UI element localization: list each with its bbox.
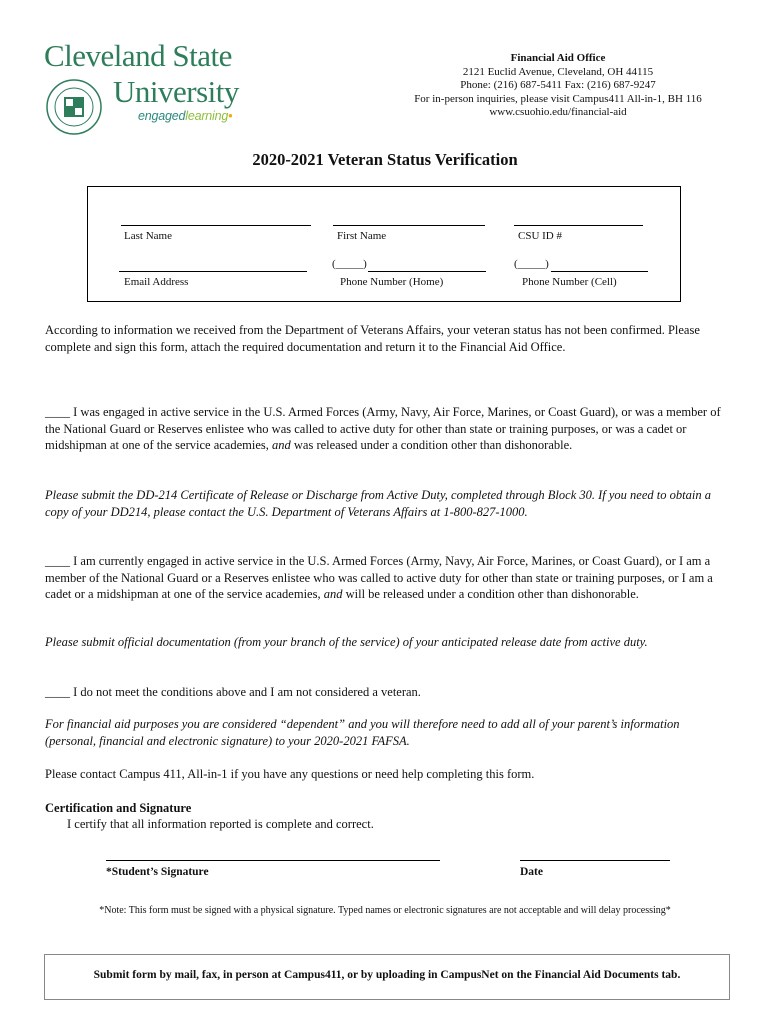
university-seal-icon xyxy=(45,78,103,136)
certification-heading: Certification and Signature xyxy=(45,801,192,815)
option1-instruction: Please submit the DD-214 Certificate of Release or Discharge from Active Duty, completed through Block 30. If you need to obtain a copy of your DD214, please contact the U.S. Department of Veterans Affairs at 1-800-827-1000. xyxy=(45,488,711,519)
option2-checkbox-blank[interactable]: ____ xyxy=(45,554,70,568)
office-website: www.csuohio.edu/financial-aid xyxy=(489,106,627,118)
first-name-line[interactable] xyxy=(333,225,485,226)
option1-checkbox-blank[interactable]: ____ xyxy=(45,405,70,419)
phone-home-prefix: (_____) xyxy=(332,258,367,270)
option3-checkbox-blank[interactable]: ____ xyxy=(45,685,70,699)
phone-cell-line[interactable] xyxy=(551,271,648,272)
option2-paragraph: ____ I am currently engaged in active service in the U.S. Armed Forces (Army, Navy, Air Force, Marines, or Coast Guard), or I am a member of the National Guard or a Reserves enlistee who was called to active duty for other than state or training purposes, or I am a cadet or a midshipman at one of the service academies, and will be released under a condition other than dishonorable. xyxy=(45,554,713,601)
phone-cell-label: Phone Number (Cell) xyxy=(522,276,617,288)
logo-wordmark-line1: Cleveland State xyxy=(44,38,232,73)
signature-line[interactable] xyxy=(106,860,440,861)
office-address: 2121 Euclid Avenue, Cleveland, OH 44115 xyxy=(462,65,654,78)
first-name-label: First Name xyxy=(337,230,387,242)
form-title: 2020-2021 Veteran Status Verification xyxy=(252,150,518,169)
option1-paragraph: ____ I was engaged in active service in the U.S. Armed Forces (Army, Navy, Air Force, Marines, or Coast Guard), or was a member of the National Guard or Reserves enlistee who was called to active duty for other than state or training purposes, or was a cadet or midshipman at one of the service academies, and was released under a condition other than dishonorable. xyxy=(45,405,721,452)
option3-paragraph: ____ I do not meet the conditions above and I am not considered a veteran. xyxy=(45,685,421,699)
csu-id-label: CSU ID # xyxy=(518,230,563,242)
office-inperson: For in-person inquiries, please visit Campus411 All-in-1, BH 116 xyxy=(414,92,702,105)
student-info-box xyxy=(87,186,681,302)
office-name: Financial Aid Office xyxy=(510,52,606,64)
office-contact-block xyxy=(398,52,718,120)
csu-id-line[interactable] xyxy=(514,225,643,226)
option3-instruction: For financial aid purposes you are considered “dependent” and you will therefore need to add all of your parent’s information (personal, financial and electronic signature) to your 2020-2021 FAFSA. xyxy=(45,717,680,748)
submission-instructions: Submit form by mail, fax, in person at Campus411, or by uploading in CampusNet on the Financial Aid Documents tab. xyxy=(93,969,681,981)
email-label: Email Address xyxy=(124,276,189,288)
email-line[interactable] xyxy=(119,271,307,272)
logo-tagline: engagedlearning• xyxy=(138,109,233,123)
last-name-label: Last Name xyxy=(124,230,172,242)
contact-paragraph: Please contact Campus 411, All-in-1 if you have any questions or need help completing this form. xyxy=(45,767,535,781)
phone-cell-prefix: (_____) xyxy=(514,258,549,270)
signature-label: *Student’s Signature xyxy=(106,866,209,878)
submission-instructions-box xyxy=(44,954,730,1000)
intro-paragraph: According to information we received from the Department of Veterans Affairs, your veteran status has not been confirmed. Please complete and sign this form, attach the required documentation and return it to the Financial Aid Office. xyxy=(45,323,700,354)
office-phone-fax: Phone: (216) 687-5411 Fax: (216) 687-9247 xyxy=(460,79,656,91)
certification-statement: I certify that all information reported is complete and correct. xyxy=(67,817,374,831)
logo-wordmark-line2: University xyxy=(113,74,239,109)
last-name-line[interactable] xyxy=(121,225,311,226)
signature-note: *Note: This form must be signed with a physical signature. Typed names or electronic signatures are not acceptable and will delay processing* xyxy=(99,905,671,916)
phone-home-label: Phone Number (Home) xyxy=(340,276,444,288)
date-label: Date xyxy=(520,866,543,878)
date-line[interactable] xyxy=(520,860,670,861)
option2-instruction: Please submit official documentation (from your branch of the service) of your anticipated release date from active duty. xyxy=(45,635,648,649)
phone-home-line[interactable] xyxy=(368,271,486,272)
